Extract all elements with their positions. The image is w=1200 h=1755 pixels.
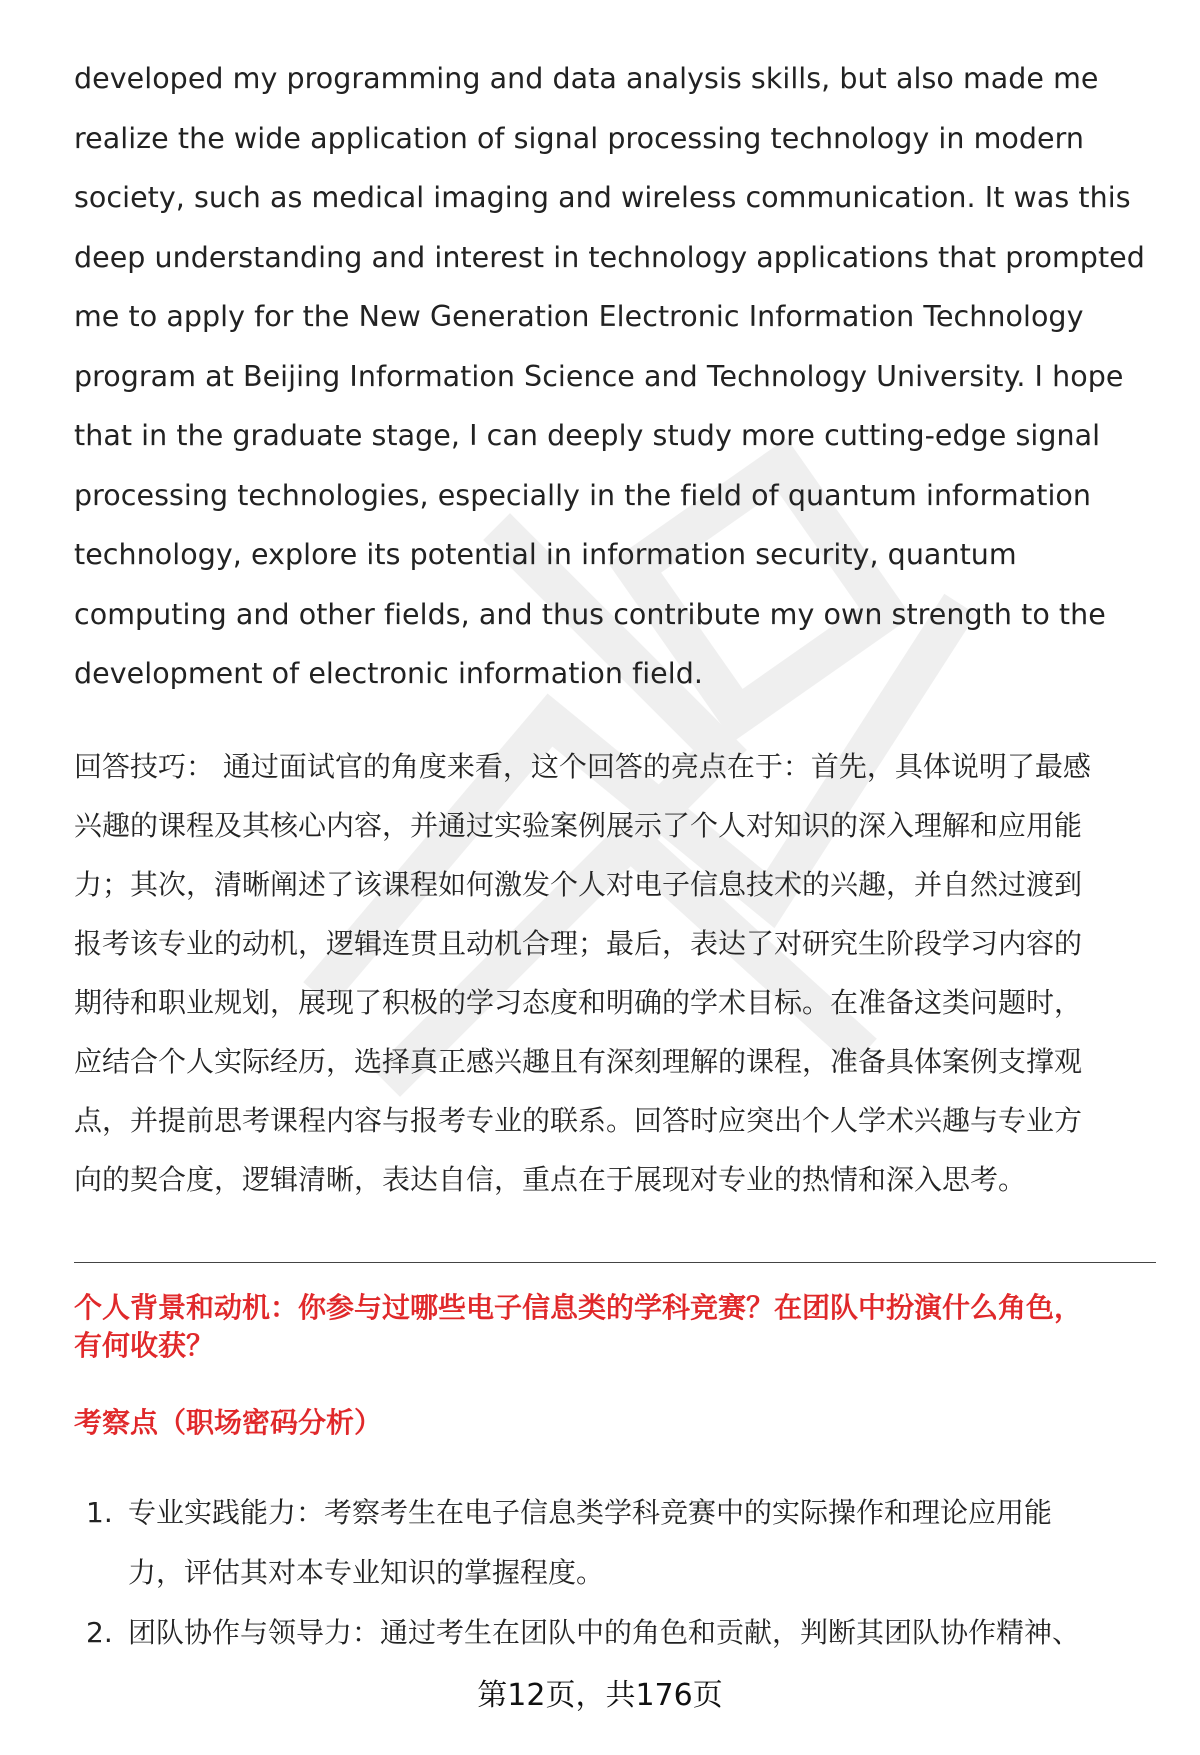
answer-line: deep understanding and interest in technology applications that prompted bbox=[74, 240, 1145, 274]
list-item-line: 力，评估其对本专业知识的掌握程度。 bbox=[128, 1556, 605, 1589]
tips-line: 点，并提前思考课程内容与报考专业的联系。回答时应突出个人学术兴趣与专业方 bbox=[74, 1104, 1083, 1137]
list-item-text bbox=[128, 1483, 1164, 1603]
answer-paragraph bbox=[74, 49, 1164, 704]
question-line: 个人背景和动机：你参与过哪些电子信息类的学科竞赛？在团队中扮演什么角色， bbox=[74, 1291, 1083, 1324]
tips-paragraph bbox=[74, 737, 1164, 1209]
answer-line: that in the graduate stage, I can deeply study more cutting-edge signal bbox=[74, 419, 1101, 452]
answer-line: realize the wide application of signal processing technology in modern bbox=[74, 121, 1084, 155]
answer-line: me to apply for the New Generation Electronic Information Technology bbox=[74, 300, 1084, 333]
list-item bbox=[74, 1483, 1164, 1603]
tips-line: 报考该专业的动机，逻辑连贯且动机合理；最后，表达了对研究生阶段学习内容的 bbox=[74, 927, 1083, 960]
answer-line: computing and other fields, and thus contribute my own strength to the bbox=[74, 597, 1106, 631]
page-footer: 第12页，共176页 bbox=[477, 1678, 723, 1713]
answer-line: processing technologies, especially in the field of quantum information bbox=[74, 478, 1092, 512]
answer-line: program at Beijing Information Science and Technology University. I hope bbox=[74, 359, 1124, 393]
question-heading bbox=[74, 1289, 1164, 1365]
tips-line: 应结合个人实际经历，选择真正感兴趣且有深刻理解的课程，准备具体案例支撑观 bbox=[74, 1045, 1083, 1078]
list-item-number: 1. bbox=[86, 1496, 113, 1529]
assessment-list bbox=[74, 1483, 1164, 1663]
tips-line: 兴趣的课程及其核心内容，并通过实验案例展示了个人对知识的深入理解和应用能 bbox=[74, 809, 1083, 842]
answer-line: technology, explore its potential in information security, quantum bbox=[74, 538, 1017, 571]
tips-line: 回答技巧： 通过面试官的角度来看，这个回答的亮点在于：首先，具体说明了最感 bbox=[74, 750, 1091, 783]
answer-line: development of electronic information field. bbox=[74, 657, 703, 690]
answer-line: developed my programming and data analysis skills, but also made me bbox=[74, 62, 1099, 95]
tips-line: 力；其次，清晰阐述了该课程如何激发个人对电子信息技术的兴趣，并自然过渡到 bbox=[74, 868, 1083, 901]
question-line: 有何收获？ bbox=[74, 1329, 215, 1362]
section-divider bbox=[74, 1262, 1156, 1263]
list-item-line: 专业实践能力：考察考生在电子信息类学科竞赛中的实际操作和理论应用能 bbox=[128, 1496, 1053, 1529]
tips-line: 期待和职业规划，展现了积极的学习态度和明确的学术目标。在准备这类问题时， bbox=[74, 986, 1083, 1019]
list-item-line: 团队协作与领导力：通过考生在团队中的角色和贡献，判断其团队协作精神、 bbox=[128, 1616, 1081, 1649]
tips-line: 向的契合度，逻辑清晰，表达自信，重点在于展现对专业的热情和深入思考。 bbox=[74, 1163, 1027, 1196]
list-item-text bbox=[128, 1603, 1164, 1663]
list-item-number: 2. bbox=[86, 1616, 113, 1649]
answer-line: society, such as medical imaging and wireless communication. It was this bbox=[74, 181, 1131, 214]
list-item bbox=[74, 1603, 1164, 1663]
section-title: 考察点（职场密码分析） bbox=[74, 1406, 383, 1439]
